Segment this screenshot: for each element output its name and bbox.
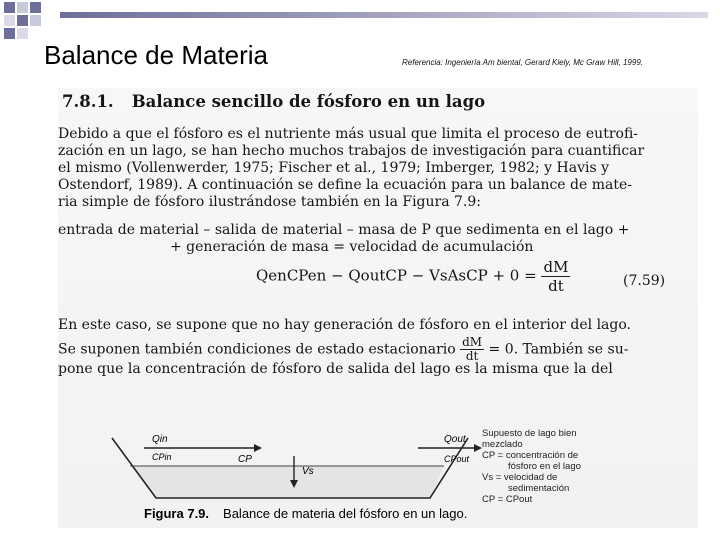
lake-water [130, 466, 444, 498]
word-equation [58, 222, 698, 256]
title-underline-bar [60, 12, 708, 18]
paragraph-text: Se suponen también condiciones de estado estacionario [58, 341, 456, 358]
fraction-denominator: dt [465, 349, 479, 363]
equation-number: (7.59) [623, 273, 666, 289]
label-v-s: Vs [302, 466, 314, 477]
reference-note: Referencia: Ingeniería Am biental, Gerard Kiely, Mc Graw Hill, 1999. [402, 58, 643, 67]
equation-numerator: dM [543, 258, 569, 276]
figure-caption [144, 506, 467, 521]
inflow-arrowhead [254, 444, 262, 452]
label-c-p: CP [238, 454, 252, 465]
legend-line: mezclado [482, 439, 523, 450]
paragraph-line: ria simple de fósforo ilustrándose también en la Figura 7.9: [58, 194, 482, 210]
paragraph-line: zación en un lago, se han hecho muchos trabajos de investigación para cuantificar [58, 143, 645, 159]
label-c-out: CPout [444, 454, 470, 464]
word-equation-line: entrada de material – salida de material – masa de P que sedimenta en el lago + [58, 222, 630, 238]
decorative-squares [0, 0, 60, 40]
equation-denominator: dt [548, 277, 564, 295]
paragraph-line: pone que la concentración de fósforo de salida del lago es la misma que la del [58, 361, 613, 377]
paragraph-line: Debido a que el fósforo es el nutriente más usual que limita el proceso de eutrofi- [58, 126, 639, 142]
paragraph-text: = 0. También se su- [488, 341, 629, 358]
fraction-numerator: dM [462, 335, 483, 349]
paragraph-line [58, 335, 698, 363]
balance-equation [256, 258, 570, 295]
equation-lhs: QenCPen − QoutCP − VsAsCP + 0 = [256, 266, 537, 285]
legend-line: fósforo en el lago [508, 461, 581, 472]
label-q-in: Qin [152, 434, 168, 445]
legend-line: CP = CPout [482, 494, 533, 505]
figure-legend [482, 428, 581, 505]
outflow-arrowhead [474, 444, 482, 452]
paragraph-line: Ostendorf, 1989). A continuación se define la ecuación para un balance de mate- [58, 177, 632, 193]
section-heading [62, 92, 485, 111]
legend-line: Vs = velocidad de [482, 472, 558, 483]
figure-caption-text: Balance de materia del fósforo en un lago. [223, 506, 468, 521]
word-equation-line: + generación de masa = velocidad de acumulación [170, 239, 534, 255]
section-number: 7.8.1. [62, 92, 114, 111]
section-title: Balance sencillo de fósforo en un lago [131, 92, 486, 111]
figure-7-9 [58, 410, 698, 528]
label-c-in: CPin [152, 452, 172, 462]
paragraph-line: el mismo (Vollenwerder, 1975; Fischer et al., 1979; Imberger, 1982; y Havis y [58, 160, 610, 176]
assumptions-paragraph [58, 314, 698, 380]
legend-line: sedimentación [508, 483, 570, 494]
label-q-out: Qout [444, 434, 466, 445]
slide-title: Balance de Materia [44, 40, 269, 70]
figure-number: Figura 7.9. [144, 506, 210, 521]
legend-line: CP = concentración de [482, 450, 579, 461]
equation-fraction [541, 258, 570, 295]
intro-paragraph [58, 126, 698, 211]
paragraph-line: En este caso, se supone que no hay generación de fósforo en el interior del lago. [58, 317, 631, 333]
legend-line: Supuesto de lago bien [482, 428, 577, 439]
